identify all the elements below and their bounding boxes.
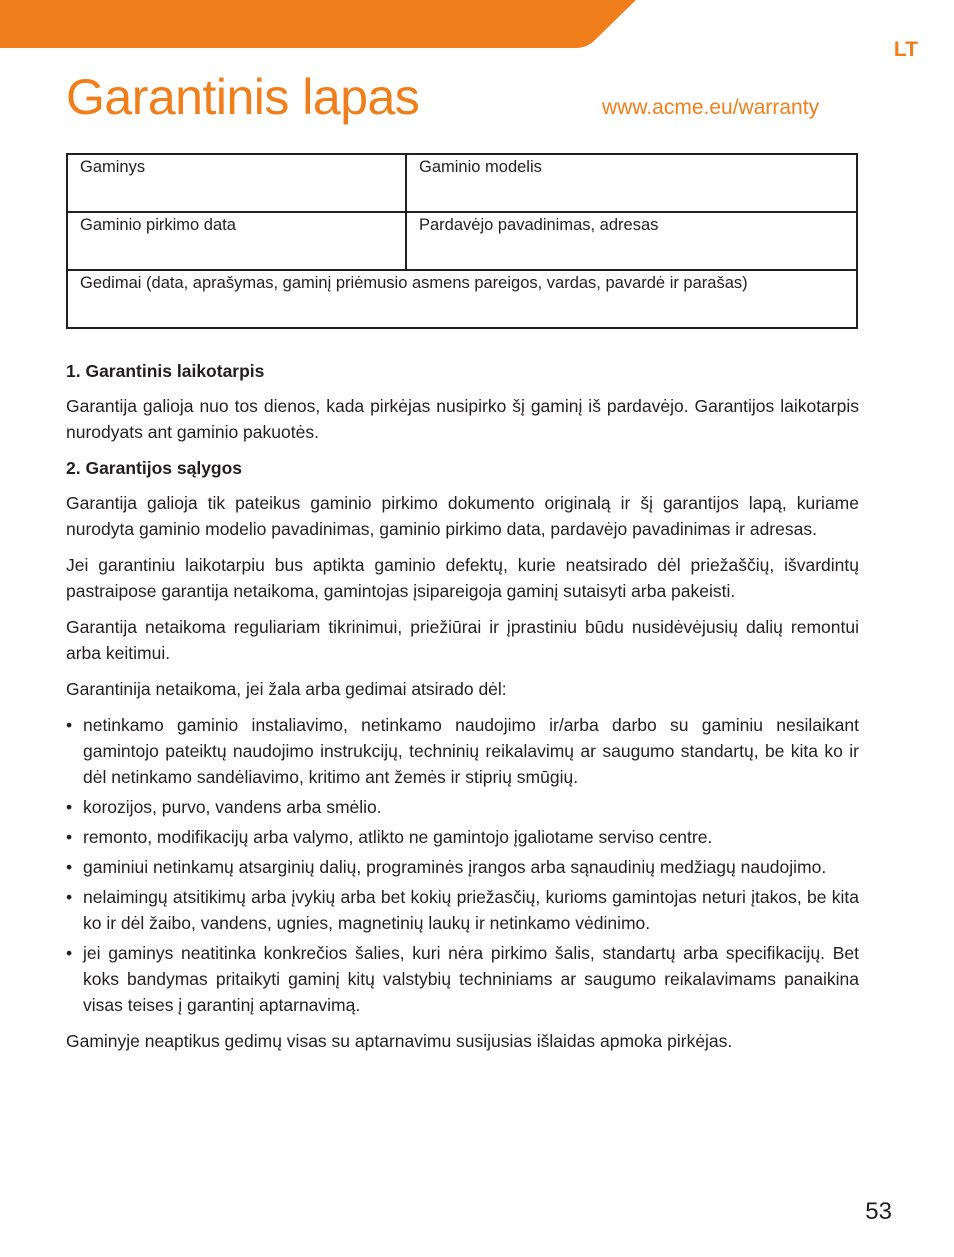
bullet-icon: • [66,857,73,877]
list-item-text: korozijos, purvo, vandens arba smėlio. [83,797,382,817]
list-item-text: jei gaminys neatitinka konkrečios šalies, kuri nėra pirkimo šalis, standartų arba specifikacijų. Bet koks bandymas pritaikyti gaminį kitų valstybių techniniams ar saugumo reikalavimams panaikina visas teises į garantinį aptarnavimą. [83,943,859,1015]
bullet-icon: • [66,943,73,963]
paragraph: Garantija galioja nuo tos dienos, kada pirkėjas nusipirko šį gaminį iš pardavėjo. Garantijos laikotarpis nurodyats ant gaminio pakuotės. [66,396,859,442]
paragraph: Jei garantiniu laikotarpiu bus aptikta gaminio defektų, kurie neatsirado dėl priežaščių, išvardintų pastraipose garantija netaikoma, gamintojas įsipareigoja gaminį sutaisyti arba pakeisti. [66,555,859,601]
section-heading-conditions: 2. Garantijos sąlygos [66,458,243,478]
exclusions-list [66,712,859,1018]
list-item [66,854,859,880]
paragraph: Garantinija netaikoma, jei žala arba gedimai atsirado dėl: [66,679,507,699]
page-number: 53 [865,1198,892,1225]
form-row [67,270,857,328]
failures-field[interactable]: Gedimai (data, aprašymas, gaminį priėmusio asmens pareigos, vardas, pavardė ir parašas) [67,270,857,328]
warranty-text [66,358,859,1064]
paragraph: Garantija galioja tik pateikus gaminio pirkimo dokumento originalą ir šį garantijos lapą, kuriame nurodyta gaminio modelio pavadinimas, gaminio pirkimo data, pardavėjo pavadinimas ir adresas. [66,493,859,539]
list-item [66,712,859,790]
model-field[interactable]: Gaminio modelis [406,154,857,212]
purchase-date-field[interactable]: Gaminio pirkimo data [67,212,406,270]
list-item [66,824,859,850]
list-item [66,884,859,936]
bullet-icon: • [66,827,73,847]
warranty-form-table [66,153,858,329]
list-item-text: gaminiui netinkamų atsarginių dalių, programinės įrangos arba sąnaudinių medžiagų naudojimo. [83,857,827,877]
seller-field[interactable]: Pardavėjo pavadinimas, adresas [406,212,857,270]
form-row [67,212,857,270]
section-heading-period: 1. Garantinis laikotarpis [66,361,265,381]
bullet-icon: • [66,887,73,907]
list-item-text: nelaimingų atsitikimų arba įvykių arba bet kokių priežasčių, kurioms gamintojas neturi įtakos, be kita ko ir dėl žaibo, vandens, ugnies, magnetinių laukų ir netinkamo vėdinimo. [83,887,859,933]
list-item [66,794,859,820]
form-row [67,154,857,212]
warranty-url: www.acme.eu/warranty [602,96,820,119]
list-item-text: remonto, modifikacijų arba valymo, atlikto ne gamintojo įgaliotame serviso centre. [83,827,713,847]
bullet-icon: • [66,715,73,735]
list-item-text: netinkamo gaminio instaliavimo, netinkamo naudojimo ir/arba darbo su gaminiu nesilaikant gamintojo pateiktų naudojimo instrukcijų, techninių reikalavimų ar saugumo standartų, be kita ko ir dėl netinkamo sandėliavimo, kritimo ant žemės ir stiprių smūgių. [83,715,859,787]
paragraph: Garantija netaikoma reguliariam tikrinimui, priežiūrai ir įprastiniu būdu nusidėvėjusių dalių remontui arba keitimui. [66,617,859,663]
bullet-icon: • [66,797,73,817]
page-title: Garantinis lapas [66,69,420,125]
language-tag: LT [893,38,918,61]
orange-header-band [0,0,640,48]
product-field[interactable]: Gaminys [67,154,406,212]
list-item [66,940,859,1018]
closing-paragraph: Gaminyje neaptikus gedimų visas su aptarnavimu susijusias išlaidas apmoka pirkėjas. [66,1031,733,1051]
